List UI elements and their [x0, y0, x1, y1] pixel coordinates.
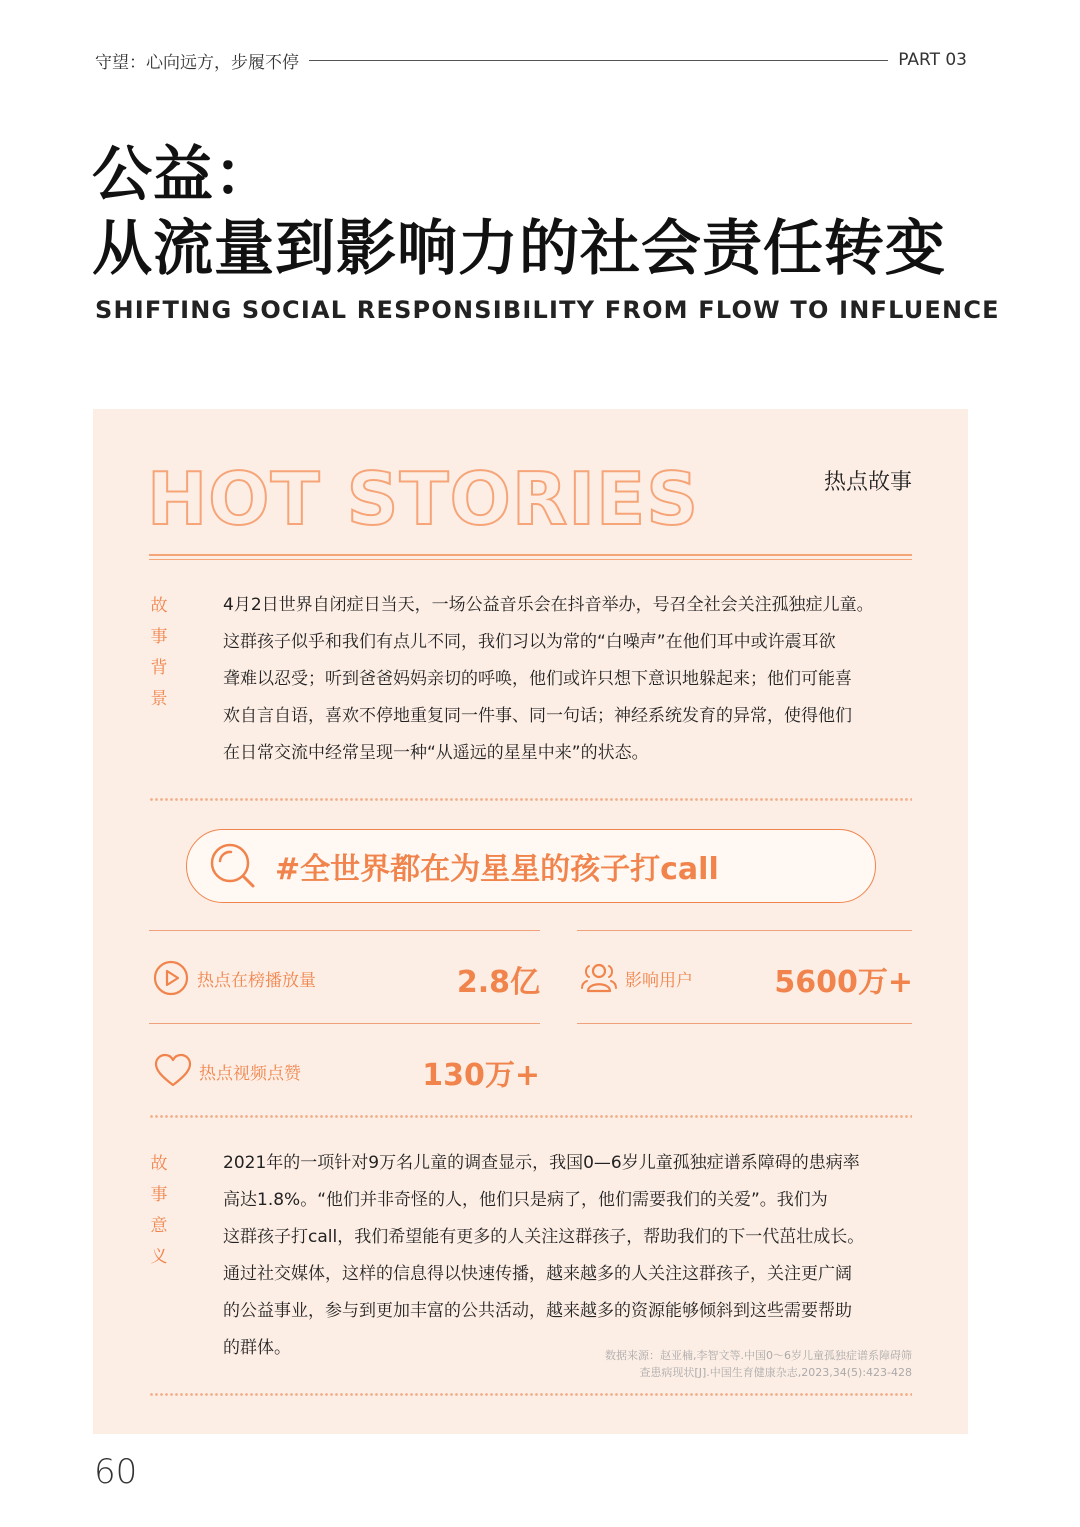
source-line: 数据来源：赵亚楠,李智文等.中国0～6岁儿童孤独症谱系障碍筛: [605, 1349, 912, 1362]
wavy-divider: [149, 797, 912, 803]
double-divider: [149, 554, 912, 560]
hot-stories-card: [93, 409, 968, 1434]
stat-label: 热点视频点赞: [199, 1063, 301, 1084]
play-icon: [151, 958, 191, 998]
stat-value: 5600万+: [774, 965, 913, 1000]
stat-likes: [153, 1051, 301, 1091]
stat-label: 影响用户: [625, 970, 693, 991]
background-vertical-label: [149, 591, 169, 715]
para-line: 2021年的一项针对9万名儿童的调查显示，我国0—6岁儿童孤独症谱系障碍的患病率: [223, 1153, 860, 1173]
wavy-divider: [149, 1114, 912, 1120]
stat-value: 130万+: [422, 1058, 540, 1093]
hashtag-search-bar[interactable]: [186, 829, 876, 903]
page-subtitle: SHIFTING SOCIAL RESPONSIBILITY FROM FLOW TO INFLUENCE: [95, 296, 1000, 324]
part-label: PART 03: [898, 50, 967, 70]
label-char: 背: [150, 658, 168, 678]
hot-stories-cn-label: 热点故事: [823, 470, 912, 495]
data-source-note: [605, 1347, 912, 1381]
stat-label: 热点在榜播放量: [197, 970, 316, 991]
para-line: 的公益事业，参与到更加丰富的公共活动，越来越多的资源能够倾斜到这些需要帮助: [223, 1301, 852, 1321]
para-line: 在日常交流中经常呈现一种“从遥远的星星中来”的状态。: [223, 743, 649, 763]
search-icon: [205, 838, 261, 894]
label-char: 景: [150, 689, 168, 709]
para-line: 的群体。: [223, 1338, 291, 1358]
label-char: 故: [150, 1154, 168, 1174]
users-icon: [579, 958, 619, 998]
label-char: 事: [150, 627, 168, 647]
label-char: 事: [150, 1185, 168, 1205]
label-char: 意: [150, 1216, 168, 1236]
para-line: 4月2日世界自闭症日当天，一场公益音乐会在抖音举办，号召全社会关注孤独症儿童。: [223, 595, 874, 615]
stat-rule: [149, 1023, 540, 1024]
heart-icon: [153, 1051, 193, 1091]
page-number: 60: [94, 1452, 138, 1492]
label-char: 故: [150, 596, 168, 616]
title-line-1: 公益：: [92, 140, 275, 210]
stat-users: [579, 958, 693, 998]
background-paragraph: [223, 587, 917, 772]
source-line: 查患病现状[J].中国生育健康杂志,2023,34(5):423-428: [639, 1366, 912, 1379]
hot-stories-heading: HOT STORIES: [147, 457, 700, 541]
para-line: 欢自言自语，喜欢不停地重复同一件事、同一句话；神经系统发育的异常，使得他们: [223, 706, 852, 726]
stat-rule: [577, 1023, 912, 1024]
title-line-2: 从流量到影响力的社会责任转变: [92, 214, 946, 284]
stat-rule: [577, 930, 912, 931]
section-title: 守望：心向远方，步履不停: [95, 52, 299, 73]
stat-rule: [149, 930, 540, 931]
page-title: [92, 138, 946, 286]
para-line: 这群孩子打call，我们希望能有更多的人关注这群孩子，帮助我们的下一代茁壮成长。: [223, 1227, 865, 1247]
meaning-paragraph: [223, 1145, 917, 1367]
stat-plays: [151, 958, 316, 998]
label-char: 义: [150, 1247, 168, 1267]
para-line: 聋难以忍受；听到爸爸妈妈亲切的呼唤，他们或许只想下意识地躲起来；他们可能喜: [223, 669, 852, 689]
header-rule: [309, 60, 888, 61]
para-line: 通过社交媒体，这样的信息得以快速传播，越来越多的人关注这群孩子，关注更广阔: [223, 1264, 852, 1284]
running-header: [95, 48, 967, 72]
stat-value: 2.8亿: [456, 965, 540, 1000]
meaning-vertical-label: [149, 1149, 169, 1273]
para-line: 这群孩子似乎和我们有点儿不同，我们习以为常的“白噪声”在他们耳中或许震耳欲: [223, 632, 836, 652]
wavy-divider: [149, 1392, 912, 1398]
hashtag-text: #全世界都在为星星的孩子打call: [275, 852, 719, 887]
para-line: 高达1.8%。“他们并非奇怪的人，他们只是病了，他们需要我们的关爱”。我们为: [223, 1190, 828, 1210]
